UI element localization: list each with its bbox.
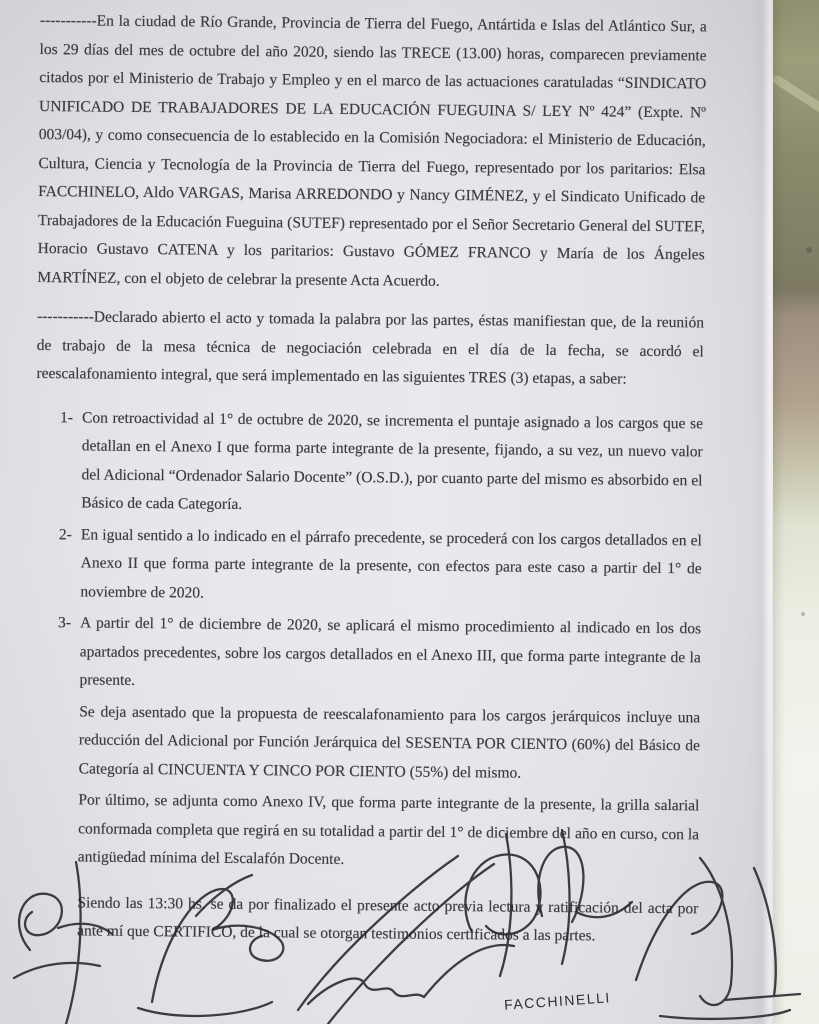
- background-speck: [806, 247, 812, 253]
- note-jerarquicos: Se deja asentado que la propuesta de reescalafonamiento para los cargos jerárquicos incluye una reducción del Adicional por Función Jerárquica del SESENTA POR CIENTO (60%) del Básico de Categoría al CINCUENTA Y CINCO POR CIENTO (55%) del mismo.: [78, 702, 701, 782]
- list-marker-1: 1-: [59, 408, 74, 426]
- note-anexo-iv: Por último, se adjunta como Anexo IV, que forma parte integrante de la presente, la grilla salarial conformada completa que regirá en su totalidad a partir del 1° de diciembre del año en curso, con la antigüedad mínima del Escalafón Docente.: [77, 791, 700, 868]
- paragraph-opening: -----------En la ciudad de Río Grande, Provincia de Tierra del Fuego, Antártida e Islas del Atlántico Sur, a los 29 días del mes de octubre del año 2020, siendo las TRECE (13.00) horas, comparecen previamente citados por el Ministerio de Trabajo y Empleo y en el marco de las actuaciones caratuladas “SINDICATO UNIFICADO DE TRABAJADORES DE LA EDUCACIÓN FUEGUINA S/ LEY Nº 424” (Expte. Nº 003/04), y como consecuencia de lo establecido en la Comisión Negociadora: el Ministerio de Educación, Cultura, Ciencia y Tecnología de la Provincia de Tierra del Fuego, representado por los paritarios: Elsa FACCHINELO, Aldo VARGAS, Marisa ARREDONDO y Nancy GIMÉNEZ, y el Sindicato Unificado de Trabajadores de la Educación Fueguina (SUTEF) representado por el Señor Secretario General del SUTEF, Horacio Gustavo CATENA y los paritarios: Gustavo GÓMEZ FRANCO y María de los Ángeles MARTÍNEZ, con el objeto de celebrar la presente Acta Acuerdo.: [37, 11, 707, 290]
- list-marker-2: 2-: [58, 525, 72, 543]
- stages-list: [0, 403, 769, 701]
- background-streak: [771, 74, 819, 120]
- background-speck: [801, 612, 805, 616]
- signature-name-annotation: FACCHINELLI: [503, 989, 612, 1013]
- list-text-3: A partir del 1° de diciembre de 2020, se aplicará el mismo procedimiento al indicado en los dos apartados precedentes, sobre los cargos detallados en el Anexo III, que forma parte integrante de la presente.: [79, 614, 702, 689]
- list-item-1: [59, 404, 704, 524]
- list-item-3: [58, 609, 702, 700]
- paragraph-closing: Siendo las 13:30 hs. se da por finalizado el presente acto previa lectura y ratificación del acta por ante mí que CERTIFICO, de la cual se otorgan testimonios certificados a las partes.: [77, 893, 699, 945]
- list-item-2: [58, 521, 702, 612]
- list-text-1: Con retroactividad al 1° de octubre de 2020, se incrementa el puntaje asignado a los cargos que se detallan en el Anexo I que forma parte integrante de la presente, fijando, a su vez, un nuevo valor del Adicional “Ordenador Salario Docente” (O.S.D.), por cuanto parte del mismo es absorbido en el Básico de cada Categoría.: [81, 408, 704, 513]
- acta-acuerdo-text: [0, 7, 773, 953]
- list-marker-3: 3-: [58, 614, 72, 632]
- paragraph-declaration: -----------Declarado abierto el acto y tomada la palabra por las partes, éstas manifiestan que, de la reunión de trabajo de la mesa técnica de negociación celebrada en el día de la fecha, se acordó el reescalafonamiento integral, que será implementado en las siguientes TRES (3) etapas, a saber:: [36, 307, 705, 388]
- list-text-2: En igual sentido a lo indicado en el párrafo precedente, se procederá con los cargos detallados en el Anexo II que forma parte integrante de la presente, con efectos para este caso a partir del 1° de noviembre de 2020.: [80, 525, 702, 602]
